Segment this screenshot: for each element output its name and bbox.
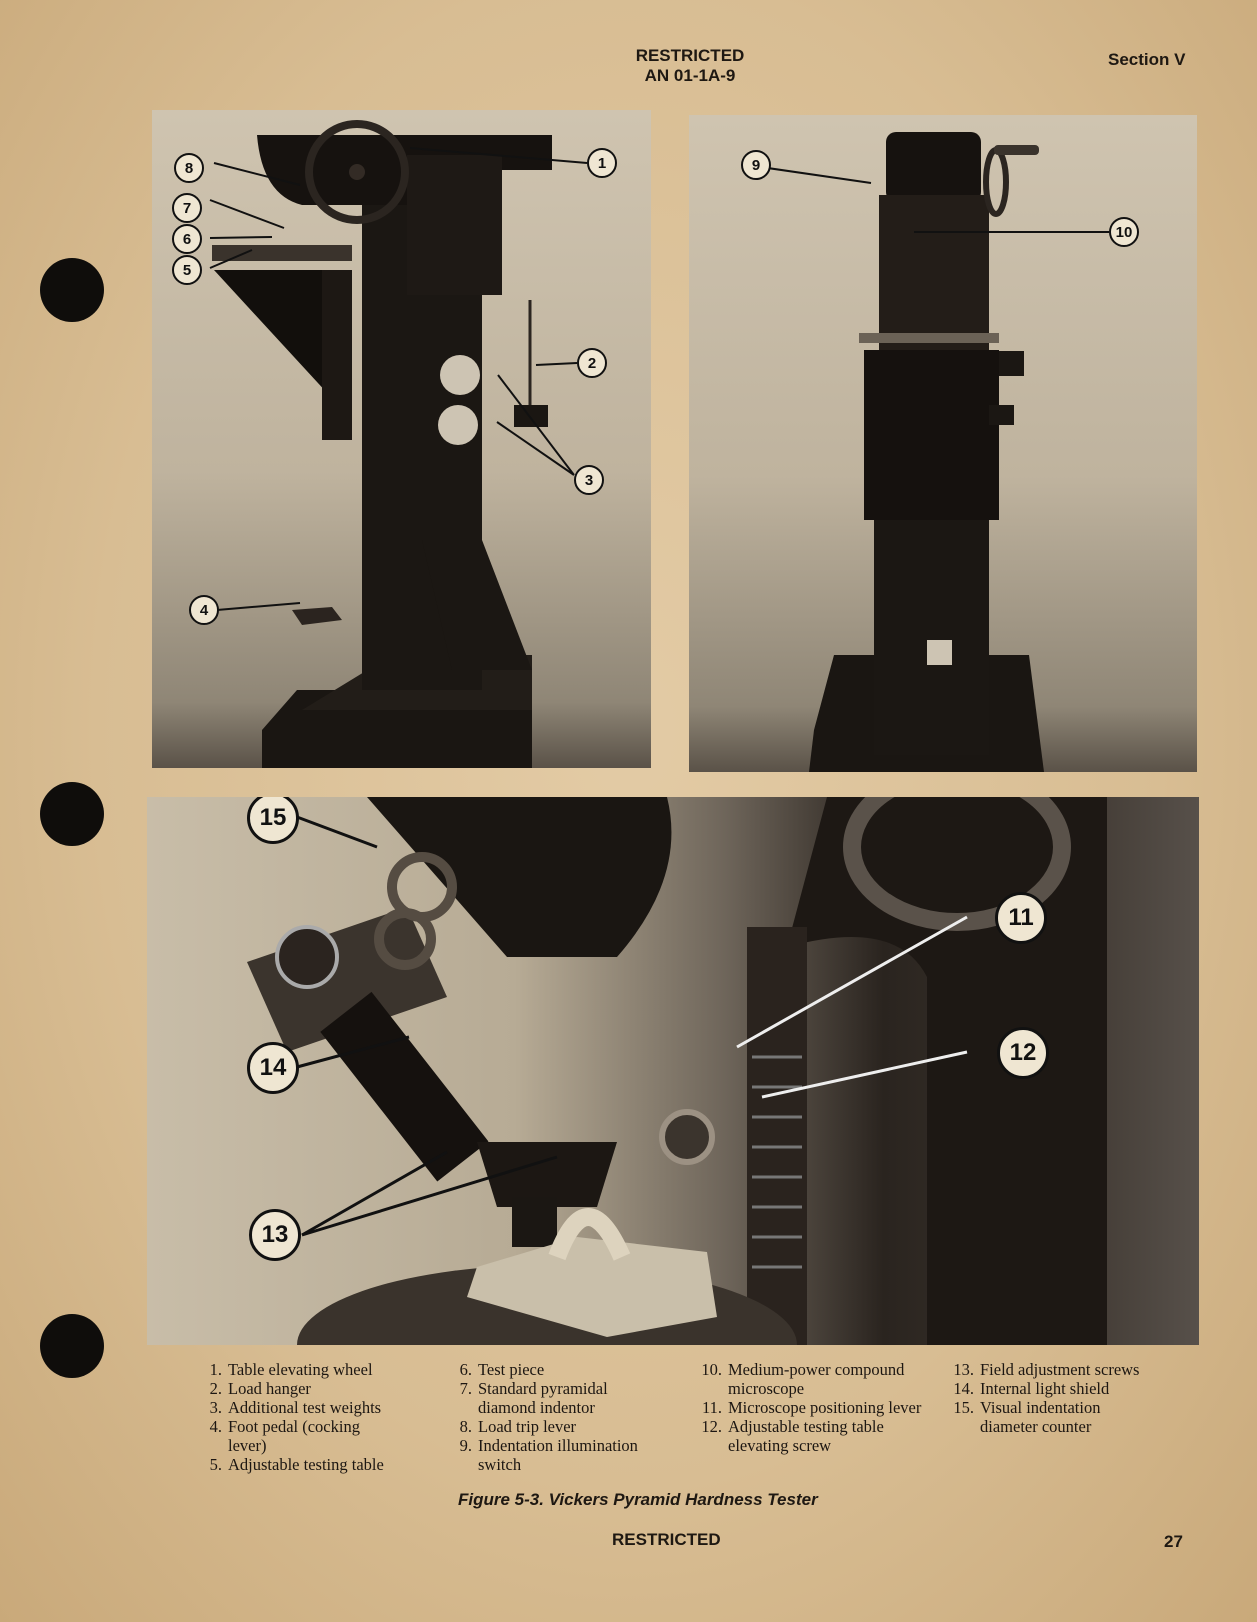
callout-13: 13 <box>249 1209 301 1261</box>
legend-item: 12. Adjustable testing table elevating screw <box>701 1417 884 1455</box>
front-view-photo <box>689 115 1197 772</box>
legend-item: 3. Additional test weights <box>209 1398 382 1417</box>
hardness-tester-side-illustration <box>152 110 651 768</box>
legend-item: 7. Standard pyramidal diamond indentor <box>459 1379 608 1417</box>
legend-column-1 <box>198 1360 418 1474</box>
callout-10: 10 <box>1109 217 1139 247</box>
legend-item: 13. Field adjustment screws <box>953 1360 1140 1379</box>
legend-item: 2. Load hanger <box>209 1379 311 1398</box>
callout-2: 2 <box>577 348 607 378</box>
callout-6: 6 <box>172 224 202 254</box>
legend-column-4 <box>944 1360 1180 1436</box>
legend-column-2 <box>448 1360 678 1474</box>
callout-9: 9 <box>741 150 771 180</box>
side-view-photo <box>152 110 651 768</box>
callout-15: 15 <box>247 797 299 844</box>
punch-hole-top <box>40 258 104 322</box>
legend-item: 6. Test piece <box>459 1360 545 1379</box>
callout-5: 5 <box>172 255 202 285</box>
callout-8: 8 <box>174 153 204 183</box>
callout-14: 14 <box>247 1042 299 1094</box>
punch-hole-middle <box>40 782 104 846</box>
legend-item: 1. Table elevating wheel <box>209 1360 373 1379</box>
callout-12: 12 <box>997 1027 1049 1079</box>
hardness-tester-front-illustration <box>689 115 1197 772</box>
callout-11: 11 <box>995 892 1047 944</box>
legend-item: 14. Internal light shield <box>953 1379 1110 1398</box>
legend-item: 4. Foot pedal (cocking lever) <box>209 1417 360 1455</box>
document-number: AN 01-1A-9 <box>644 66 736 85</box>
legend-item: 9. Indentation illumination switch <box>459 1436 638 1474</box>
callout-1: 1 <box>587 148 617 178</box>
classification-footer: RESTRICTED <box>612 1530 721 1549</box>
detail-view-photo <box>147 797 1199 1345</box>
punch-hole-bottom <box>40 1314 104 1378</box>
page-number: 27 <box>1164 1532 1183 1551</box>
legend-item: 15. Visual indentation diameter counter <box>953 1398 1101 1436</box>
legend-column-3 <box>692 1360 928 1455</box>
callout-7: 7 <box>172 193 202 223</box>
legend-item: 5. Adjustable testing table <box>209 1455 384 1474</box>
legend-item: 10. Medium-power compound microscope <box>701 1360 905 1398</box>
legend-item: 8. Load trip lever <box>459 1417 577 1436</box>
classification-header: RESTRICTED <box>635 46 745 65</box>
callout-3: 3 <box>574 465 604 495</box>
figure-caption: Figure 5-3. Vickers Pyramid Hardness Tester <box>458 1490 818 1509</box>
callout-4: 4 <box>189 595 219 625</box>
page-header-center <box>560 46 820 86</box>
section-label: Section V <box>1108 50 1186 69</box>
legend-item: 11. Microscope positioning lever <box>701 1398 922 1417</box>
